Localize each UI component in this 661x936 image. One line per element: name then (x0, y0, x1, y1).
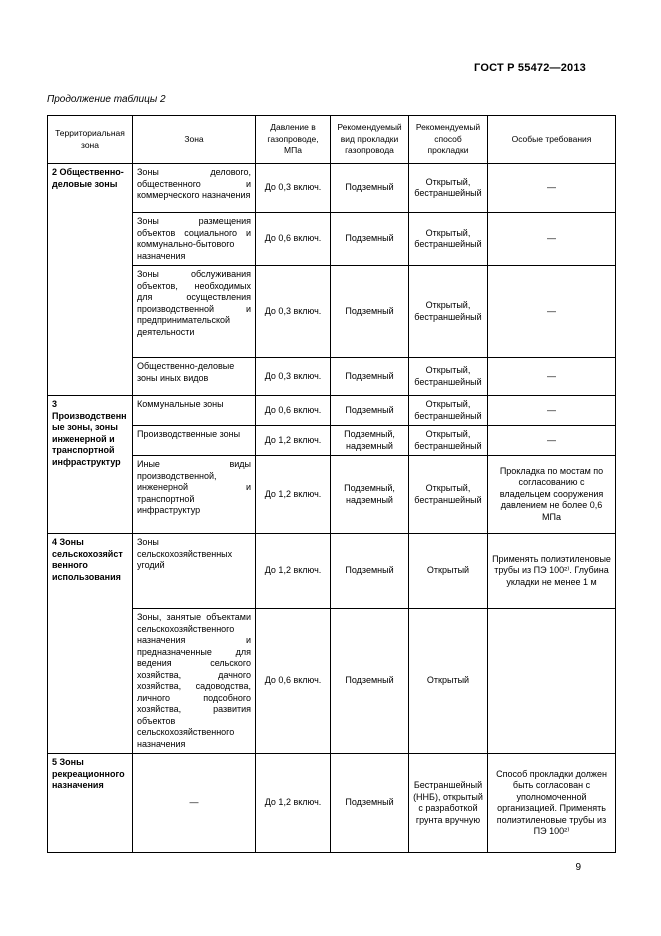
laying-method-cell: Открытый, бестраншейный (409, 396, 488, 426)
table-header (48, 116, 616, 164)
table-row (48, 426, 616, 456)
territorial-zone-cell: 2 Общественно-деловые зоны (48, 164, 133, 396)
laying-method-cell: Открытый, бестраншейный (409, 266, 488, 358)
pressure-cell: До 0,3 включ. (256, 358, 331, 396)
zone-cell: Производственные зоны (133, 426, 256, 456)
laying-type-cell: Подземный (331, 164, 409, 213)
laying-method-cell: Открытый, бестраншейный (409, 164, 488, 213)
special-cell: — (488, 164, 616, 213)
column-header-pressure: Давление в газопроводе, МПа (256, 116, 331, 164)
laying-type-cell: Подземный (331, 396, 409, 426)
table-caption: Продолжение таблицы 2 (47, 94, 166, 105)
laying-method-cell: Открытый, бестраншейный (409, 213, 488, 266)
column-header-laying-method: Рекомендуемый способ прокладки (409, 116, 488, 164)
table-row (48, 609, 616, 754)
special-cell: — (488, 396, 616, 426)
laying-method-cell: Открытый (409, 534, 488, 609)
table-row (48, 358, 616, 396)
special-cell: — (488, 213, 616, 266)
laying-method-cell: Открытый (409, 609, 488, 754)
special-cell: Способ прокладки должен быть согласован с уполномоченной организацией. Применять полиэтиленовые трубы из ПЭ 100²⁾ (488, 754, 616, 853)
zone-cell: Зоны делового, общественного и коммерческого назначения (133, 164, 256, 213)
pressure-cell: До 1,2 включ. (256, 456, 331, 534)
column-header-laying-type: Рекомендуемый вид прокладки газопровода (331, 116, 409, 164)
special-cell: Применять полиэтиленовые трубы из ПЭ 100²⁾. Глубина укладки не менее 1 м (488, 534, 616, 609)
laying-type-cell: Подземный (331, 266, 409, 358)
laying-type-cell: Подземный (331, 609, 409, 754)
pressure-cell: До 1,2 включ. (256, 534, 331, 609)
zone-cell: Зоны сельскохозяйственных угодий (133, 534, 256, 609)
table-row (48, 534, 616, 609)
pressure-cell: До 0,6 включ. (256, 609, 331, 754)
special-cell: — (488, 426, 616, 456)
laying-type-cell: Подземный, надземный (331, 426, 409, 456)
territorial-zone-cell: 3 Производственные зоны, зоны инженерной и транспортной инфраструктур (48, 396, 133, 534)
pressure-cell: До 1,2 включ. (256, 426, 331, 456)
pressure-cell: До 0,3 включ. (256, 266, 331, 358)
zone-cell: Зоны, занятые объектами сельскохозяйственного назначения и предназначенные для ведения сельского хозяйства, дачного хозяйства, садоводства, личного подсобного хозяйства, развития объектов сельскохозяйственного назначения (133, 609, 256, 754)
pressure-cell: До 0,6 включ. (256, 396, 331, 426)
pressure-cell: До 0,3 включ. (256, 164, 331, 213)
laying-method-cell: Открытый, бестраншейный (409, 426, 488, 456)
table-2 (47, 115, 616, 853)
territorial-zone-cell: 4 Зоны сельскохозяйственного использования (48, 534, 133, 754)
header-row (48, 116, 616, 164)
laying-method-cell: Открытый, бестраншейный (409, 456, 488, 534)
zone-cell: Коммунальные зоны (133, 396, 256, 426)
table-row (48, 754, 616, 853)
table-row (48, 213, 616, 266)
column-header-special: Особые требования (488, 116, 616, 164)
zone-cell: Зоны обслуживания объектов, необходимых для осуществления производственной и предпринимательской деятельности (133, 266, 256, 358)
laying-type-cell: Подземный (331, 534, 409, 609)
special-cell: Прокладка по мостам по согласованию с владельцем сооружения давлением не более 0,6 МПа (488, 456, 616, 534)
zone-cell: Иные виды производственной, инженерной и транспортной инфраструктур (133, 456, 256, 534)
laying-type-cell: Подземный (331, 358, 409, 396)
laying-method-cell: Открытый, бестраншейный (409, 358, 488, 396)
special-cell (488, 609, 616, 754)
pressure-cell: До 1,2 включ. (256, 754, 331, 853)
territorial-zone-cell: 5 Зоны рекреационного назначения (48, 754, 133, 853)
table-body (48, 164, 616, 853)
special-cell: — (488, 358, 616, 396)
laying-type-cell: Подземный, надземный (331, 456, 409, 534)
zone-cell: Общественно-деловые зоны иных видов (133, 358, 256, 396)
table-row (48, 456, 616, 534)
zone-cell: — (133, 754, 256, 853)
column-header-zone: Зона (133, 116, 256, 164)
table-row (48, 396, 616, 426)
column-header-territorial-zone: Территориальная зона (48, 116, 133, 164)
special-cell: — (488, 266, 616, 358)
page-number: 9 (575, 862, 581, 873)
table-row (48, 266, 616, 358)
doc-number: ГОСТ Р 55472—2013 (474, 62, 586, 74)
zone-cell: Зоны размещения объектов социального и коммунально-бытового назначения (133, 213, 256, 266)
laying-type-cell: Подземный (331, 213, 409, 266)
laying-method-cell: Бестраншейный (ННБ), открытый с разработкой грунта вручную (409, 754, 488, 853)
pressure-cell: До 0,6 включ. (256, 213, 331, 266)
laying-type-cell: Подземный (331, 754, 409, 853)
table-row (48, 164, 616, 213)
